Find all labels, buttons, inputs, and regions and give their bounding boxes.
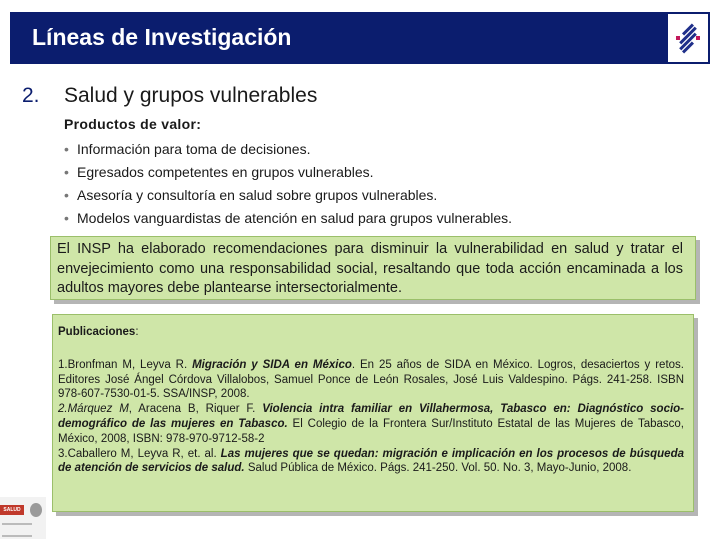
bullet-icon: • bbox=[64, 141, 69, 157]
mexico-seal-icon bbox=[30, 503, 42, 517]
publications-content bbox=[58, 325, 684, 476]
publication-item: 3.Caballero M, Leyva R, et. al. Las mujeres que se quedan: migración e implicación en los procesos de búsqueda de atención de servicios de salud. Salud Pública de México. Págs. 241-250. Vol. 50. No. 3, Mayo-Junio, 2008. bbox=[58, 447, 684, 475]
insp-statement-box bbox=[50, 236, 696, 300]
list-item: • Egresados competentes en grupos vulnerables. bbox=[64, 161, 512, 184]
section-heading bbox=[22, 84, 317, 108]
slide-title: Líneas de Investigación bbox=[32, 24, 292, 50]
bullet-icon: • bbox=[64, 210, 69, 226]
publication-item: 1.Bronfman M, Leyva R. Migración y SIDA en México. En 25 años de SIDA en México. Logros, desaciertos y retos. Editores José Ángel Córdova Villalobos, Samuel Ponce de León Rosales, José Luis Valdespino. Págs. 241-258. ISBN 978-607-7530-01-5. SSA/INSP, 2008. bbox=[58, 358, 684, 401]
list-item: • Información para toma de decisiones. bbox=[64, 138, 512, 161]
section-title: Salud y grupos vulnerables bbox=[64, 84, 318, 107]
bullet-icon: • bbox=[64, 164, 69, 180]
publications-box bbox=[52, 314, 694, 512]
insp-logo-icon bbox=[672, 22, 704, 54]
list-item: • Modelos vanguardistas de atención en salud para grupos vulnerables. bbox=[64, 207, 512, 230]
products-list bbox=[64, 138, 512, 230]
insp-statement-text: El INSP ha elaborado recomendaciones para disminuir la vulnerabilidad en salud y tratar el envejecimiento como una responsabilidad social, resaltando que toda acción encaminada a los adultos mayores debe plantearse intersectorialmente. bbox=[57, 241, 683, 296]
list-item: • Asesoría y consultoría en salud sobre grupos vulnerables. bbox=[64, 184, 512, 207]
publications-label: Publicaciones: bbox=[58, 326, 139, 338]
footer-logo-lines bbox=[2, 523, 32, 537]
salud-footer-logo bbox=[0, 497, 46, 539]
products-label: Productos de valor: bbox=[64, 116, 202, 132]
section-number: 2. bbox=[22, 84, 40, 107]
salud-badge: SALUD bbox=[0, 505, 24, 515]
insp-logo bbox=[668, 14, 708, 62]
publication-item: 2.Márquez M, Aracena B, Riquer F. Violencia intra familiar en Villahermosa, Tabasco en: Diagnóstico socio-demográfico de las mujeres en Tabasco. El Colegio de la Frontera Sur/Instituto Estatal de las Mujeres de Tabasco, México, 2008, ISBN: 978-970-9712-58-2 bbox=[58, 403, 685, 445]
bullet-icon: • bbox=[64, 187, 69, 203]
title-bar bbox=[10, 12, 710, 64]
